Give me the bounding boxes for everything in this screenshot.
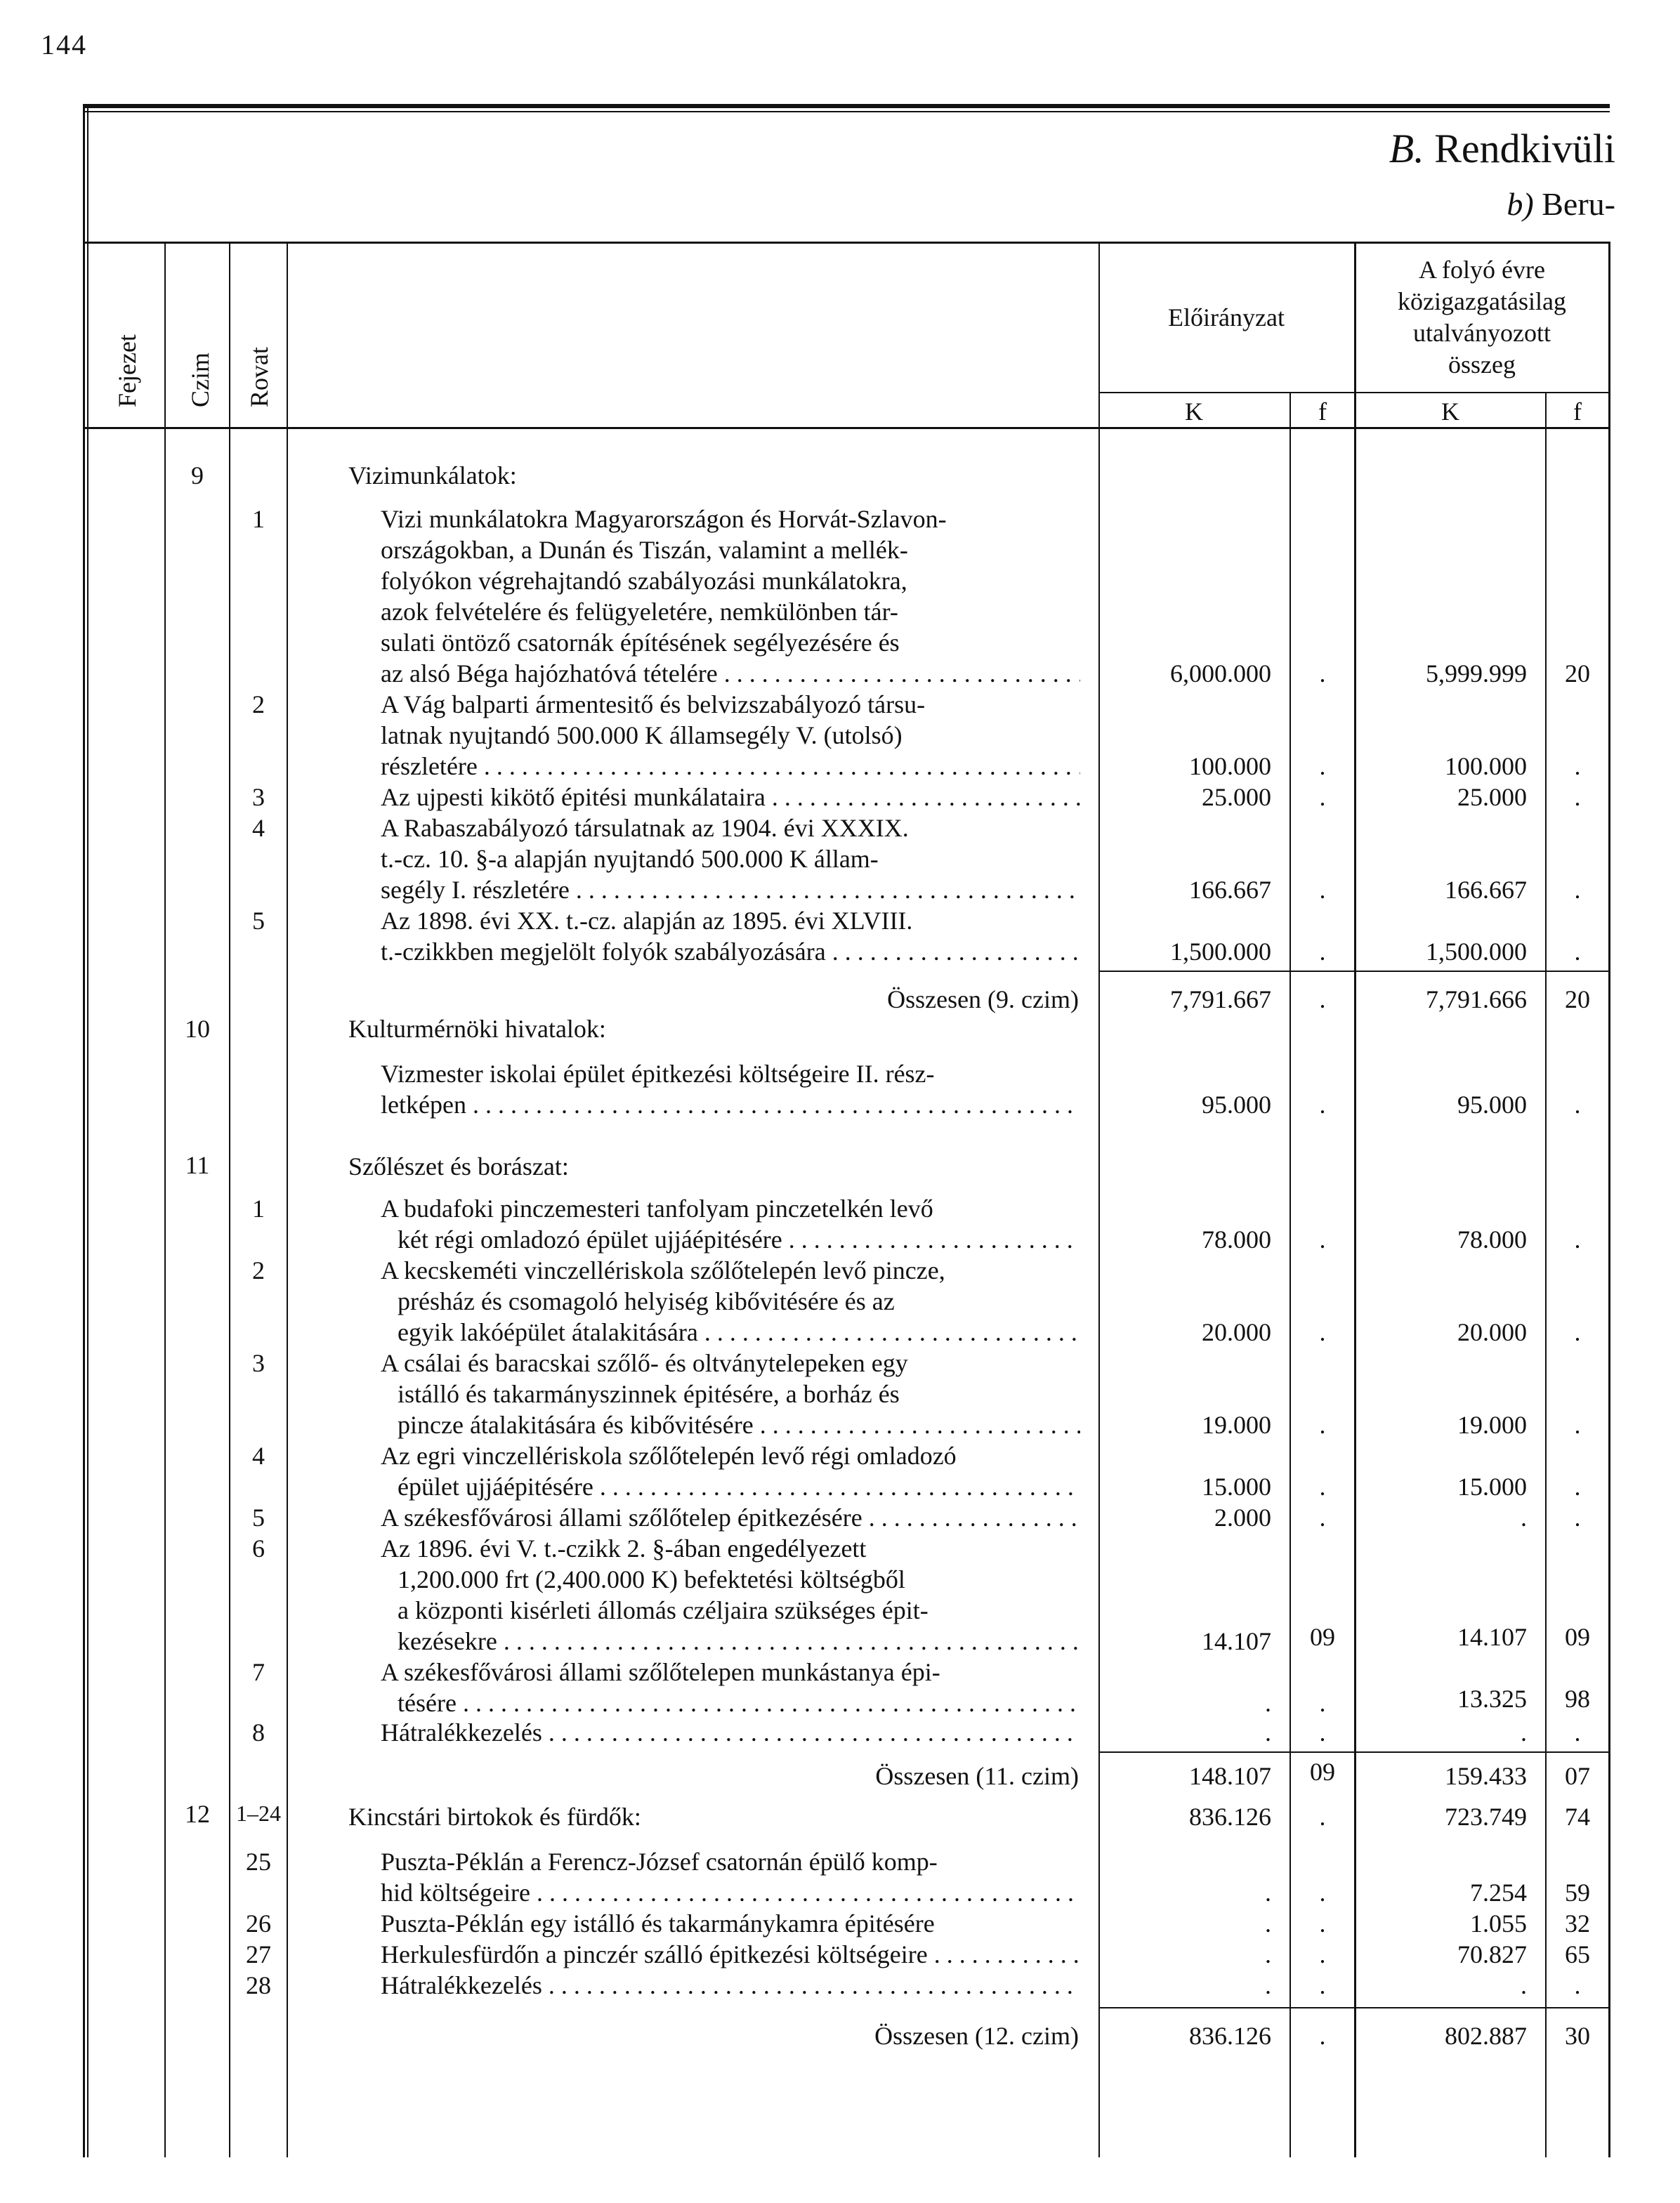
sum-rule <box>1098 1751 1354 1753</box>
section-title <box>1389 125 1615 172</box>
value-f1: . <box>1319 1689 1326 1717</box>
row-desc-line: részletére . . . <box>381 751 1080 781</box>
row-desc-line: t.-czikkben megjelölt folyók szabályozására . . . <box>381 937 1080 966</box>
value-k2: 723.749 <box>1445 1803 1527 1831</box>
czim-10-title: Kulturmérnöki hivatalok: <box>348 1015 606 1043</box>
value-f1: . <box>1319 752 1326 780</box>
row-desc-line: országokban, a Dunán és Tiszán, valamint a mellék- <box>381 536 908 564</box>
section-title-text: Rendkivüli <box>1434 126 1615 171</box>
value-k1: 20.000 <box>1202 1318 1271 1346</box>
col-header-utalvanyozott-line-3: utalványozott <box>1413 319 1551 347</box>
value-f2: 20 <box>1565 659 1590 688</box>
value-k1: . <box>1265 1689 1271 1717</box>
total-f2: 20 <box>1565 985 1590 1013</box>
value-f1: . <box>1319 783 1326 811</box>
sum-rule <box>1098 2007 1354 2008</box>
rovat-number: 26 <box>246 1909 271 1938</box>
row-desc-line: letképen . . . <box>381 1090 1080 1119</box>
value-f1: . <box>1319 1909 1326 1938</box>
col-header-utalvanyozott <box>1356 254 1608 381</box>
col-rovat-right <box>287 242 288 2157</box>
value-f2: 59 <box>1565 1879 1590 1907</box>
row-desc-line: t.-cz. 10. §-a alapján nyujtandó 500.000 K állam- <box>381 845 879 873</box>
value-k1: 95.000 <box>1202 1091 1271 1119</box>
row-desc-line: Az ujpesti kikötő épitési munkálataira . . . <box>381 782 1080 812</box>
row-desc-line: pincze átalakitására és kibővitésére . . . <box>398 1410 1080 1440</box>
left-border <box>83 104 85 2157</box>
row-desc-line: A Vág balparti ármentesitő és belvizszabályozó társu- <box>381 690 926 718</box>
value-k1: . <box>1265 1971 1271 1999</box>
row-desc-line: sulati öntöző csatornák építésének segélyezésére és <box>381 629 900 657</box>
value-k2: 1.055 <box>1470 1909 1527 1938</box>
czim-11-title: Szőlészet és borászat: <box>348 1152 569 1181</box>
col-header-k2: K <box>1441 397 1459 426</box>
value-k2: 166.667 <box>1445 876 1527 904</box>
row-desc-line: A Rabaszabályozó társulatnak az 1904. évi XXXIX. <box>381 814 909 842</box>
value-f2: . <box>1574 1225 1581 1254</box>
value-f2: . <box>1574 1718 1581 1747</box>
row-desc-line: Puszta-Péklán a Ferencz-József csatornán épülő komp- <box>381 1848 938 1876</box>
total-k2: 7,791.666 <box>1426 985 1527 1013</box>
value-f2: . <box>1574 1504 1581 1532</box>
value-k2: . <box>1521 1971 1527 1999</box>
subsection-title-text: Beru- <box>1542 186 1615 222</box>
row-desc-line: A székesfővárosi állami szőlőtelepen munkástanya épi- <box>381 1658 940 1686</box>
section-letter: B. <box>1389 126 1424 171</box>
col-header-f1: f <box>1318 397 1327 426</box>
rovat-number: 2 <box>252 690 265 718</box>
value-k1: 25.000 <box>1202 783 1271 811</box>
col-fejezet-right <box>164 242 166 2157</box>
row-desc-line: A kecskeméti vinczellériskola szőlőtelepén levő pincze, <box>381 1256 945 1284</box>
top-rule <box>83 104 1610 108</box>
total-k1: 836.126 <box>1189 2022 1271 2050</box>
row-desc-line: a központi kisérleti állomás czéljaira szükséges épit- <box>398 1596 928 1624</box>
left-border-inner <box>87 104 88 2157</box>
rovat-number: 5 <box>252 907 265 935</box>
top-rule-thin <box>83 111 1610 112</box>
value-f2: 09 <box>1565 1623 1590 1651</box>
row-desc-line: 1,200.000 frt (2,400.000 K) befektetési költségből <box>398 1565 905 1593</box>
value-f1: 09 <box>1310 1623 1335 1651</box>
value-f1: . <box>1319 1940 1326 1968</box>
col-f1-right <box>1354 242 1356 2157</box>
value-k2: 15.000 <box>1457 1473 1527 1501</box>
value-k2: 5,999.999 <box>1426 659 1527 688</box>
value-f2: . <box>1574 938 1581 966</box>
value-f1: . <box>1319 876 1326 904</box>
total-k2: 159.433 <box>1445 1762 1527 1790</box>
row-desc-line: istálló és takarmányszinnek épitésére, a borház és <box>398 1380 900 1408</box>
row-desc-line: Az 1898. évi XX. t.-cz. alapján az 1895. évi XLVIII. <box>381 907 913 935</box>
row-desc-line: az alsó Béga hajózhatóvá tételére . . . <box>381 659 1080 688</box>
value-f1: . <box>1319 1225 1326 1254</box>
row-desc-line: Herkulesfürdőn a pinczér szálló épitkezési költségeire . . . <box>381 1940 1080 1969</box>
czim-12-number: 12 <box>185 1800 210 1828</box>
rovat-number: 2 <box>252 1256 265 1284</box>
czim-9-title: Vizimunkálatok: <box>348 461 517 489</box>
value-k1: 19.000 <box>1202 1411 1271 1439</box>
row-desc-line: Vizmester iskolai épület épitkezési költségeire II. rész- <box>381 1060 935 1088</box>
rovat-number: 28 <box>246 1971 271 1999</box>
row-desc-line: présház és csomagoló helyiség kibővitésére és az <box>398 1287 895 1315</box>
czim-9-number: 9 <box>191 461 204 489</box>
value-f2: . <box>1574 1971 1581 1999</box>
value-f1: . <box>1319 1411 1326 1439</box>
col-header-utalvanyozott-line-2: közigazgatásilag <box>1398 287 1566 315</box>
rovat-number: 1–24 <box>236 1801 281 1826</box>
row-desc-line: tésére . . . <box>398 1688 1080 1718</box>
value-f1: . <box>1319 1504 1326 1532</box>
row-desc-line: segély I. részletére . . . <box>381 875 1080 905</box>
value-f2: . <box>1574 1091 1581 1119</box>
czim-12-title: Kincstári birtokok és fürdők: <box>348 1803 641 1831</box>
value-f2: . <box>1574 876 1581 904</box>
value-k1: . <box>1265 1940 1271 1968</box>
value-k2: 100.000 <box>1445 752 1527 780</box>
row-desc-line: egyik lakóépület átalakitására . . . <box>398 1317 1080 1347</box>
value-k2: 78.000 <box>1457 1225 1527 1254</box>
value-f1: . <box>1319 1718 1326 1747</box>
value-f2: 65 <box>1565 1940 1590 1968</box>
col-header-utalvanyozott-line-1: A folyó évre <box>1419 256 1545 284</box>
value-f1: . <box>1319 1318 1326 1346</box>
value-k2: 20.000 <box>1457 1318 1527 1346</box>
value-f2: 74 <box>1565 1803 1590 1831</box>
row-desc-line: azok felvételére és felügyeletére, nemkülönben tár- <box>381 598 898 626</box>
total-k1: 148.107 <box>1189 1762 1271 1790</box>
value-k1: . <box>1265 1718 1271 1747</box>
col-header-utalvanyozott-line-4: összeg <box>1448 350 1516 379</box>
rovat-number: 3 <box>252 783 265 811</box>
value-k2: 1,500.000 <box>1426 938 1527 966</box>
rovat-number: 27 <box>246 1940 271 1968</box>
sum-rule <box>1356 1751 1608 1753</box>
row-desc-line: épület ujjáépitésére . . . <box>398 1472 1080 1501</box>
value-k2: . <box>1521 1718 1527 1747</box>
value-k1: 166.667 <box>1189 876 1271 904</box>
col-header-fejezet: Fejezet <box>113 334 141 407</box>
row-desc-line: A székesfővárosi állami szőlőtelep épitkezésére . . . <box>381 1503 1080 1532</box>
value-f2: 98 <box>1565 1685 1590 1713</box>
row-desc-line: Az 1896. évi V. t.-czikk 2. §-ában engedélyezett <box>381 1534 867 1563</box>
rovat-number: 1 <box>252 1195 265 1223</box>
rovat-number: 4 <box>252 814 265 842</box>
value-f2: . <box>1574 783 1581 811</box>
row-desc-line: A budafoki pinczemesteri tanfolyam pinczetelkén levő <box>381 1195 933 1223</box>
row-desc-line: Hátralékkezelés . . . <box>381 1971 1080 2000</box>
col-header-rovat: Rovat <box>245 347 273 407</box>
total-label: Összesen (11. czim) <box>875 1762 1079 1790</box>
row-desc-line: Az egri vinczellériskola szőlőtelepén levő régi omladozó <box>381 1442 957 1470</box>
row-desc-line: latnak nyujtandó 500.000 K államsegély V. (utolsó) <box>381 721 903 749</box>
row-desc-line: folyókon végrehajtandó szabályozási munkálatokra, <box>381 567 907 595</box>
value-k1: 14.107 <box>1202 1627 1271 1655</box>
total-f2: 07 <box>1565 1762 1590 1790</box>
col-header-eloiranyzat: Előirányzat <box>1168 303 1285 331</box>
czim-10-number: 10 <box>185 1015 210 1043</box>
value-k2: 25.000 <box>1457 783 1527 811</box>
row-desc-line: két régi omladozó épület ujjáépitésére . . . <box>398 1225 1080 1254</box>
row-desc-line: A csálai és baracskai szőlő- és oltványtelepeken egy <box>381 1349 908 1377</box>
row-desc-line: Hátralékkezelés . . . <box>381 1718 1080 1747</box>
value-k2: . <box>1521 1504 1527 1532</box>
rovat-number: 25 <box>246 1848 271 1876</box>
value-f2: . <box>1574 1411 1581 1439</box>
value-k1: 6,000.000 <box>1170 659 1271 688</box>
col-header-k1: K <box>1185 397 1203 426</box>
sum-rule <box>1356 2007 1608 2008</box>
value-f2: 32 <box>1565 1909 1590 1938</box>
value-f1: . <box>1319 1971 1326 1999</box>
col-header-f2: f <box>1573 397 1582 426</box>
value-k1: 100.000 <box>1189 752 1271 780</box>
rovat-number: 7 <box>252 1658 265 1686</box>
rovat-number: 6 <box>252 1534 265 1563</box>
value-k2: 14.107 <box>1457 1623 1527 1651</box>
value-k1: 836.126 <box>1189 1803 1271 1831</box>
row-desc-line: kezésekre . . . <box>398 1626 1080 1656</box>
total-label: Összesen (9. czim) <box>887 985 1079 1013</box>
value-f1: . <box>1319 1879 1326 1907</box>
total-k1: 7,791.667 <box>1170 985 1271 1013</box>
total-label: Összesen (12. czim) <box>874 2022 1079 2050</box>
value-k2: 95.000 <box>1457 1091 1527 1119</box>
value-f1: . <box>1319 1803 1326 1831</box>
rovat-number: 1 <box>252 505 265 533</box>
total-f1: . <box>1319 985 1326 1013</box>
col-header-czim: Czim <box>186 353 214 407</box>
value-k2: 70.827 <box>1457 1940 1527 1968</box>
rovat-number: 5 <box>252 1504 265 1532</box>
value-k1: 2.000 <box>1214 1504 1271 1532</box>
value-k2: 7.254 <box>1470 1879 1527 1907</box>
row-desc-line: hid költségeire . . . <box>381 1878 1080 1907</box>
row-desc-line: Vizi munkálatokra Magyarországon és Horvát-Szlavon- <box>381 505 947 533</box>
right-border <box>1608 242 1610 2157</box>
sum-rule <box>1356 971 1608 972</box>
rovat-number: 4 <box>252 1442 265 1470</box>
value-k1: . <box>1265 1909 1271 1938</box>
value-k2: 19.000 <box>1457 1411 1527 1439</box>
total-k2: 802.887 <box>1445 2022 1527 2050</box>
value-k1: 78.000 <box>1202 1225 1271 1254</box>
value-f1: . <box>1319 938 1326 966</box>
subsection-letter: b) <box>1507 186 1534 222</box>
rovat-number: 8 <box>252 1718 265 1747</box>
total-f1: 09 <box>1310 1758 1335 1786</box>
value-f1: . <box>1319 1091 1326 1119</box>
value-f2: . <box>1574 752 1581 780</box>
value-f1: . <box>1319 659 1326 688</box>
value-f2: . <box>1574 1473 1581 1501</box>
value-k1: . <box>1265 1879 1271 1907</box>
page-number: 144 <box>41 29 87 60</box>
value-k1: 15.000 <box>1202 1473 1271 1501</box>
row-desc-line: Puszta-Péklán egy istálló és takarmánykamra épitésére <box>381 1909 935 1938</box>
col-desc-right <box>1098 242 1100 2157</box>
rovat-number: 3 <box>252 1349 265 1377</box>
czim-11-number: 11 <box>185 1151 210 1179</box>
subsection-title <box>1507 185 1615 223</box>
value-f2: . <box>1574 1318 1581 1346</box>
header-top-rule <box>83 242 1610 244</box>
total-f1: . <box>1319 2022 1326 2050</box>
sum-rule <box>1098 971 1354 972</box>
value-k1: 1,500.000 <box>1170 938 1271 966</box>
total-f2: 30 <box>1565 2022 1590 2050</box>
value-f1: . <box>1319 1473 1326 1501</box>
value-k2: 13.325 <box>1457 1685 1527 1713</box>
